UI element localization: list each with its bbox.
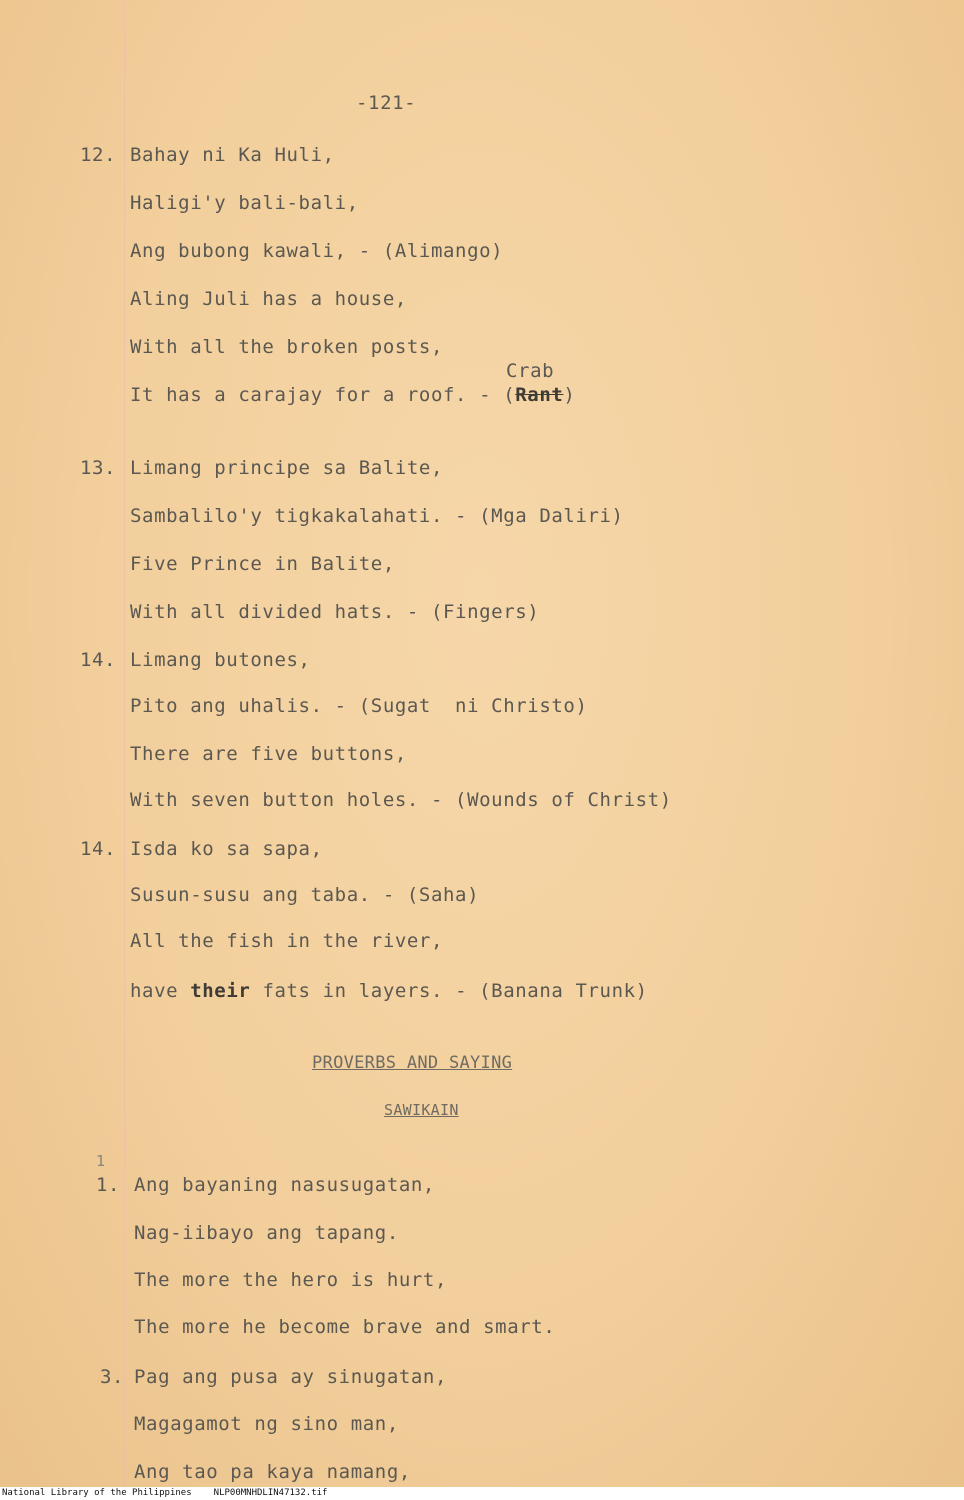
riddle-line: Aling Juli has a house, bbox=[130, 288, 407, 310]
margin-rule bbox=[124, 0, 125, 1500]
proverb-line: Magagamot ng sino man, bbox=[134, 1413, 399, 1435]
riddle-line: have their fats in layers. - (Banana Trunk) bbox=[130, 980, 648, 1002]
riddle-number: 14. bbox=[80, 838, 117, 860]
riddle-line: With all the broken posts, bbox=[130, 336, 444, 358]
riddle-line: Pito ang uhalis. - (Sugat ni Christo) bbox=[130, 695, 588, 717]
section-subtitle: SAWIKAIN bbox=[384, 1101, 459, 1119]
proverb-number: 3. bbox=[100, 1366, 125, 1388]
proverb-number: 1. bbox=[96, 1174, 121, 1196]
proverb-line: Ang tao pa kaya namang, bbox=[134, 1461, 411, 1483]
proverb-number-annotation: 1 bbox=[96, 1152, 106, 1170]
proverb-line: The more the hero is hurt, bbox=[134, 1269, 448, 1291]
riddle-line: Susun-susu ang taba. - (Saha) bbox=[130, 884, 480, 906]
riddle-line: With all divided hats. - (Fingers) bbox=[130, 601, 540, 623]
riddle-number: 14. bbox=[80, 649, 117, 671]
footer-file: NLP00MNHDLIN47132.tif bbox=[213, 1488, 328, 1498]
riddle-number: 12. bbox=[80, 144, 117, 166]
riddle-line: All the fish in the river, bbox=[130, 930, 444, 952]
riddle-line: There are five buttons, bbox=[130, 743, 407, 765]
riddle-line: Five Prince in Balite, bbox=[130, 553, 395, 575]
riddle-line: Limang principe sa Balite, bbox=[130, 457, 444, 479]
footer-library: National Library of the Philippines bbox=[2, 1488, 192, 1498]
riddle-line: Bahay ni Ka Huli, bbox=[130, 144, 335, 166]
section-title: PROVERBS AND SAYING bbox=[312, 1053, 513, 1073]
proverb-line: The more he become brave and smart. bbox=[134, 1316, 556, 1338]
riddle-line: With seven button holes. - (Wounds of Christ) bbox=[130, 789, 672, 811]
proverb-line: Pag ang pusa ay sinugatan, bbox=[134, 1366, 448, 1388]
riddle-line: Isda ko sa sapa, bbox=[130, 838, 323, 860]
riddle-number: 13. bbox=[80, 457, 117, 479]
riddle-line: Sambalilo'y tigkakalahati. - (Mga Daliri) bbox=[130, 505, 624, 527]
riddle-line: Ang bubong kawali, - (Alimango) bbox=[130, 240, 504, 262]
riddle-line: Haligi'y bali-bali, bbox=[130, 192, 359, 214]
riddle-line: It has a carajay for a roof. - (Rant) bbox=[130, 384, 576, 406]
page-number: -121- bbox=[356, 92, 417, 114]
proverb-line: Nag-iibayo ang tapang. bbox=[134, 1222, 399, 1244]
proverb-line: Ang bayaning nasusugatan, bbox=[134, 1174, 435, 1196]
scan-footer bbox=[0, 1487, 964, 1500]
handwritten-correction: Crab bbox=[506, 360, 555, 382]
riddle-line: Limang butones, bbox=[130, 649, 311, 671]
struck-word: Rant bbox=[515, 384, 564, 406]
overtyped-word: their bbox=[190, 980, 251, 1002]
